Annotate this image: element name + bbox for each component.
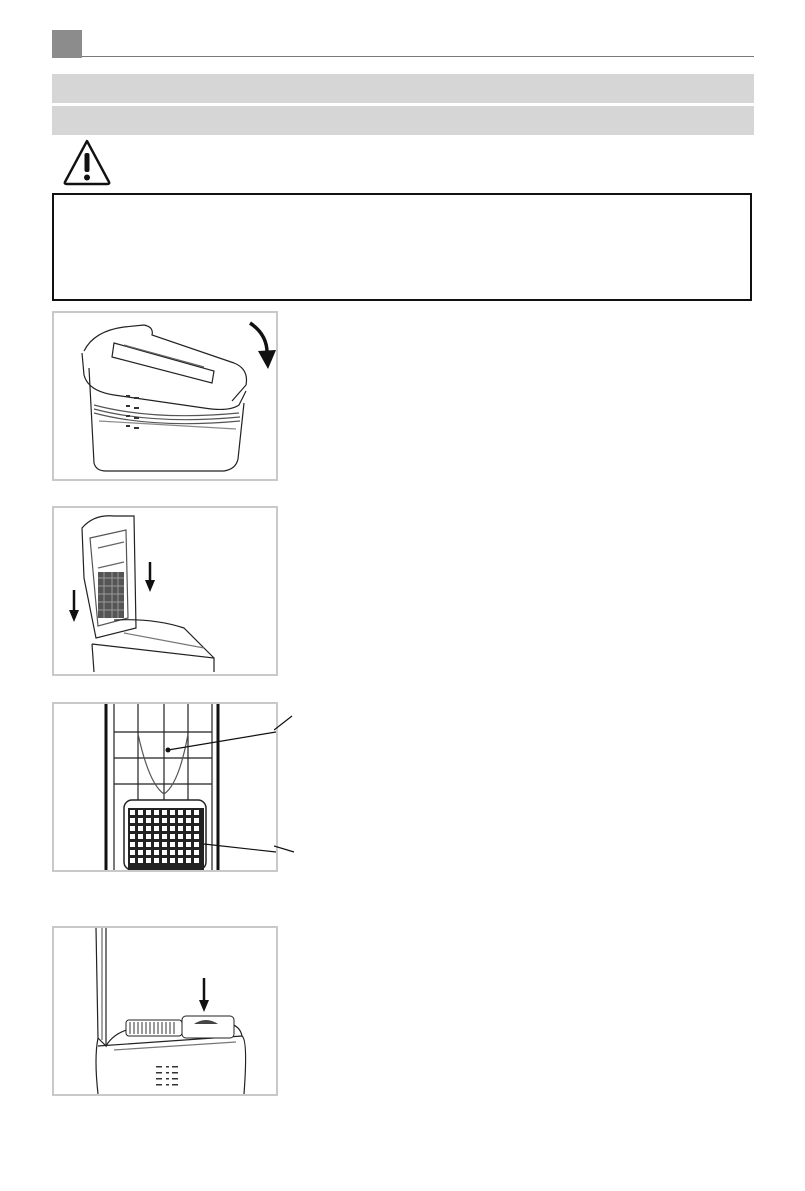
figure-insert-cartridge — [52, 926, 278, 1096]
filter-cartridge — [98, 572, 124, 618]
figure-filter-grid — [52, 702, 278, 872]
callout-leaders — [274, 700, 304, 870]
down-arrow-icon — [145, 562, 155, 592]
down-arrow-icon — [199, 978, 209, 1012]
figure-open-lid — [52, 311, 278, 481]
section-title-bar — [52, 74, 754, 103]
page-number-tab — [52, 30, 82, 58]
callout-line — [168, 732, 276, 750]
down-arrow-icon — [69, 590, 79, 622]
callout-line — [204, 844, 276, 852]
remove-filter-illustration — [54, 508, 276, 674]
filter-grid-illustration — [54, 704, 276, 870]
filter-cartridge — [182, 1016, 234, 1038]
insert-cartridge-illustration — [54, 928, 276, 1094]
header-rule — [82, 56, 754, 57]
warning-triangle-icon — [62, 138, 112, 186]
warning-box — [52, 193, 752, 301]
open-lid-illustration — [54, 313, 276, 479]
figure-remove-filter — [52, 506, 278, 676]
curved-arrow-icon — [250, 323, 276, 369]
subsection-title-bar — [52, 106, 754, 135]
